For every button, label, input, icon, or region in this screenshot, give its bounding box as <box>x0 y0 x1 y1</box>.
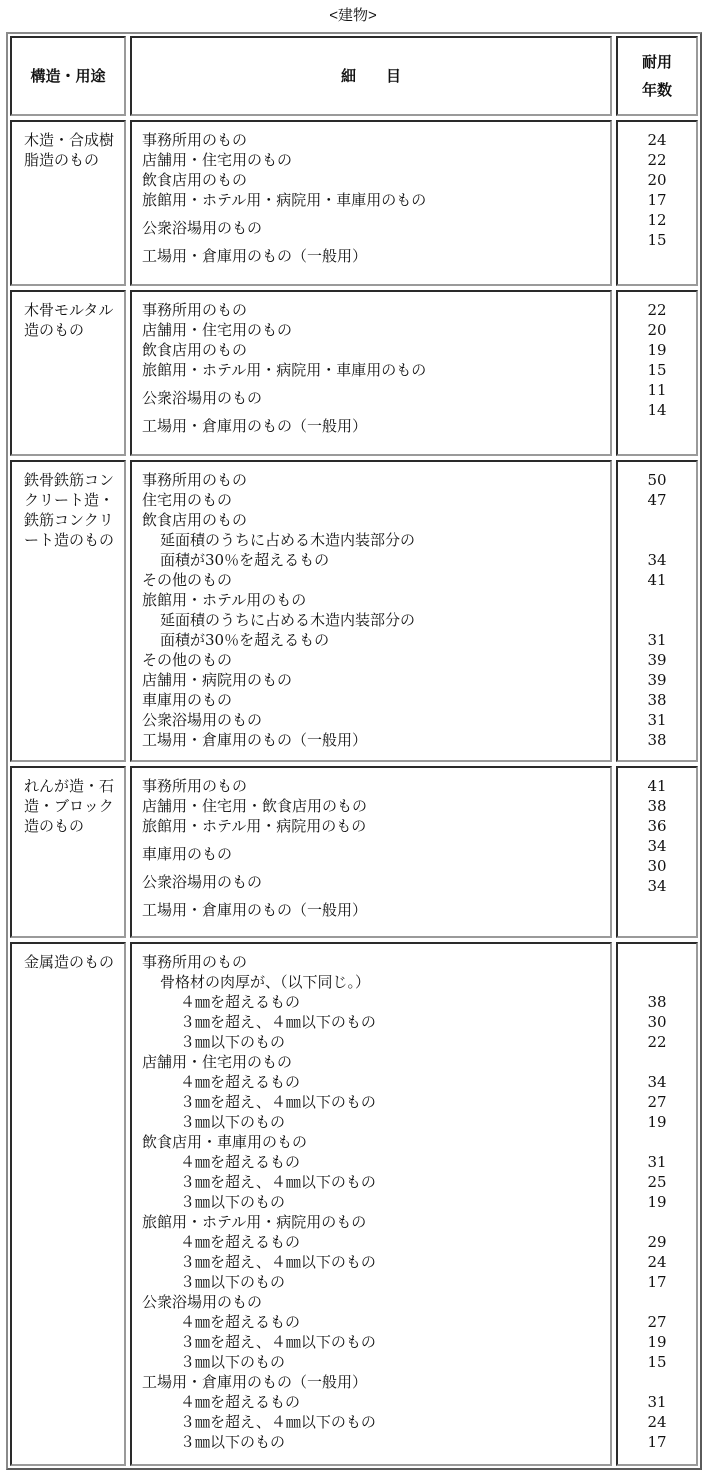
detail-line: ４㎜を超えるもの <box>180 993 301 1011</box>
detail-line: 店舗用・病院用のもの <box>142 671 293 689</box>
structure-cell <box>10 460 126 762</box>
detail-line: 骨格材の肉厚が、（以下同じ。） <box>160 973 371 991</box>
detail-line: 公衆浴場用のもの <box>142 389 263 407</box>
detail-line: ４㎜を超えるもの <box>180 1153 301 1171</box>
detail-line: 公衆浴場用のもの <box>142 873 263 891</box>
structure-cell <box>10 766 126 938</box>
detail-line: 旅館用・ホテル用・病院用のもの <box>142 1213 367 1231</box>
details-cell <box>130 120 612 286</box>
useful-life-years: 22 <box>647 151 667 169</box>
detail-line: ４㎜を超えるもの <box>180 1393 301 1411</box>
useful-life-years: 25 <box>647 1173 667 1191</box>
details-cell <box>130 290 612 456</box>
detail-line: 事務所用のもの <box>142 131 248 149</box>
detail-line: 車庫用のもの <box>142 691 233 709</box>
detail-line: ４㎜を超えるもの <box>180 1313 301 1331</box>
useful-life-years: 30 <box>647 1013 667 1031</box>
useful-life-years: 22 <box>647 1033 667 1051</box>
header-details-label: 細 目 <box>340 67 401 85</box>
detail-line: ３㎜を超え、４㎜以下のもの <box>180 1413 376 1431</box>
detail-line: ３㎜を超え、４㎜以下のもの <box>180 1013 376 1031</box>
page-title: <建物> <box>329 7 377 24</box>
useful-life-cell <box>616 942 698 1466</box>
useful-life-years: 31 <box>647 1393 667 1411</box>
details-cell <box>130 942 612 1466</box>
detail-line: 事務所用のもの <box>142 471 248 489</box>
useful-life-years: 34 <box>647 551 667 569</box>
detail-line: ３㎜以下のもの <box>180 1433 286 1451</box>
useful-life-years: 39 <box>647 651 667 669</box>
useful-life-years: 36 <box>647 817 667 835</box>
useful-life-years: 29 <box>647 1233 667 1251</box>
structure-label: 鉄骨鉄筋コンクリート造・鉄筋コンクリート造のもの <box>24 471 115 549</box>
useful-life-years: 24 <box>647 1413 667 1431</box>
detail-line: 工場用・倉庫用のもの（一般用） <box>142 247 368 265</box>
useful-life-cell <box>616 290 698 456</box>
detail-line: 車庫用のもの <box>142 845 233 863</box>
useful-life-years: 30 <box>647 857 667 875</box>
useful-life-years: 17 <box>647 1433 667 1451</box>
detail-line: 旅館用・ホテル用のもの <box>142 591 307 609</box>
detail-line: 飲食店用・車庫用のもの <box>142 1133 308 1151</box>
detail-line: 旅館用・ホテル用・病院用のもの <box>142 817 367 835</box>
useful-life-cell <box>616 120 698 286</box>
detail-line: 店舗用・住宅用のもの <box>142 151 293 169</box>
useful-life-years: 41 <box>647 571 667 589</box>
detail-line: 面積が30％を超えるもの <box>160 631 330 649</box>
structure-cell <box>10 120 126 286</box>
useful-life-years: 15 <box>647 231 667 249</box>
useful-life-years: 17 <box>647 191 667 209</box>
detail-line: ３㎜以下のもの <box>180 1033 286 1051</box>
useful-life-years: 19 <box>647 1333 667 1351</box>
detail-line: ３㎜以下のもの <box>180 1353 286 1371</box>
useful-life-years: 22 <box>647 301 667 319</box>
useful-life-years: 17 <box>647 1273 667 1291</box>
header-details <box>130 36 612 116</box>
useful-life-years: 50 <box>647 471 667 489</box>
useful-life-years: 38 <box>647 993 667 1011</box>
detail-line: 工場用・倉庫用のもの（一般用） <box>142 1373 368 1391</box>
details-cell <box>130 766 612 938</box>
detail-line: 延面積のうちに占める木造内装部分の <box>160 531 416 549</box>
useful-life-years: 19 <box>647 341 667 359</box>
detail-line: ３㎜を超え、４㎜以下のもの <box>180 1253 376 1271</box>
useful-life-years: 11 <box>647 381 667 399</box>
detail-line: 店舗用・住宅用のもの <box>142 1053 293 1071</box>
header-structure <box>10 36 126 116</box>
detail-line: 旅館用・ホテル用・病院用・車庫用のもの <box>142 361 427 379</box>
detail-line: 工場用・倉庫用のもの（一般用） <box>142 901 368 919</box>
useful-life-years: 15 <box>647 1353 667 1371</box>
structure-label: 金属造のもの <box>24 953 115 971</box>
detail-line: 飲食店用のもの <box>142 341 248 359</box>
useful-life-years: 27 <box>647 1093 667 1111</box>
detail-line: ３㎜以下のもの <box>180 1113 286 1131</box>
detail-line: ３㎜を超え、４㎜以下のもの <box>180 1173 376 1191</box>
detail-line: 公衆浴場用のもの <box>142 1293 263 1311</box>
useful-life-years: 34 <box>647 877 667 895</box>
useful-life-cell <box>616 766 698 938</box>
useful-life-years: 27 <box>647 1313 667 1331</box>
detail-line: ４㎜を超えるもの <box>180 1233 301 1251</box>
detail-line: 工場用・倉庫用のもの（一般用） <box>142 417 368 435</box>
detail-line: 公衆浴場用のもの <box>142 711 263 729</box>
detail-line: 事務所用のもの <box>142 301 248 319</box>
header-useful-life-line2: 年数 <box>641 81 672 99</box>
structure-label: 木造・合成樹脂造のもの <box>24 131 115 169</box>
detail-line: 店舗用・住宅用のもの <box>142 321 293 339</box>
useful-life-years: 14 <box>647 401 667 419</box>
useful-life-years: 31 <box>647 1153 667 1171</box>
useful-life-years: 47 <box>647 491 667 509</box>
detail-line: 事務所用のもの <box>142 953 248 971</box>
detail-line: ３㎜以下のもの <box>180 1193 286 1211</box>
useful-life-years: 12 <box>647 211 667 229</box>
useful-life-years: 31 <box>647 631 667 649</box>
useful-life-years: 31 <box>647 711 667 729</box>
detail-line: 飲食店用のもの <box>142 171 248 189</box>
detail-line: 事務所用のもの <box>142 777 248 795</box>
useful-life-years: 39 <box>647 671 667 689</box>
detail-line: ３㎜を超え、４㎜以下のもの <box>180 1333 376 1351</box>
useful-life-years: 41 <box>647 777 667 795</box>
useful-life-years: 15 <box>647 361 667 379</box>
detail-line: 旅館用・ホテル用・病院用・車庫用のもの <box>142 191 427 209</box>
structure-label: 木骨モルタル造のもの <box>24 301 114 339</box>
details-cell <box>130 460 612 762</box>
detail-line: ３㎜を超え、４㎜以下のもの <box>180 1093 376 1111</box>
useful-life-years: 38 <box>647 797 667 815</box>
detail-line: 店舗用・住宅用・飲食店用のもの <box>142 797 368 815</box>
useful-life-years: 19 <box>647 1113 667 1131</box>
useful-life-years: 20 <box>647 171 667 189</box>
useful-life-years: 24 <box>647 131 667 149</box>
detail-line: 飲食店用のもの <box>142 511 248 529</box>
detail-line: ４㎜を超えるもの <box>180 1073 301 1091</box>
useful-life-cell <box>616 460 698 762</box>
useful-life-years: 34 <box>647 1073 667 1091</box>
header-useful-life-line1: 耐用 <box>641 53 672 71</box>
detail-line: 工場用・倉庫用のもの（一般用） <box>142 731 368 749</box>
useful-life-years: 24 <box>647 1253 667 1271</box>
detail-line: その他のもの <box>142 651 233 669</box>
useful-life-years: 38 <box>647 731 667 749</box>
header-useful-life <box>616 36 698 116</box>
useful-life-years: 38 <box>647 691 667 709</box>
detail-line: 延面積のうちに占める木造内装部分の <box>160 611 416 629</box>
useful-life-years: 34 <box>647 837 667 855</box>
detail-line: 面積が30％を超えるもの <box>160 551 330 569</box>
detail-line: ３㎜以下のもの <box>180 1273 286 1291</box>
detail-line: その他のもの <box>142 571 233 589</box>
structure-label: れんが造・石造・ブロック造のもの <box>24 777 115 835</box>
structure-cell <box>10 942 126 1466</box>
structure-cell <box>10 290 126 456</box>
depreciation-table <box>6 32 702 1470</box>
header-structure-label: 構造・用途 <box>30 67 106 85</box>
useful-life-years: 19 <box>647 1193 667 1211</box>
useful-life-years: 20 <box>647 321 667 339</box>
detail-line: 公衆浴場用のもの <box>142 219 263 237</box>
detail-line: 住宅用のもの <box>142 491 233 509</box>
